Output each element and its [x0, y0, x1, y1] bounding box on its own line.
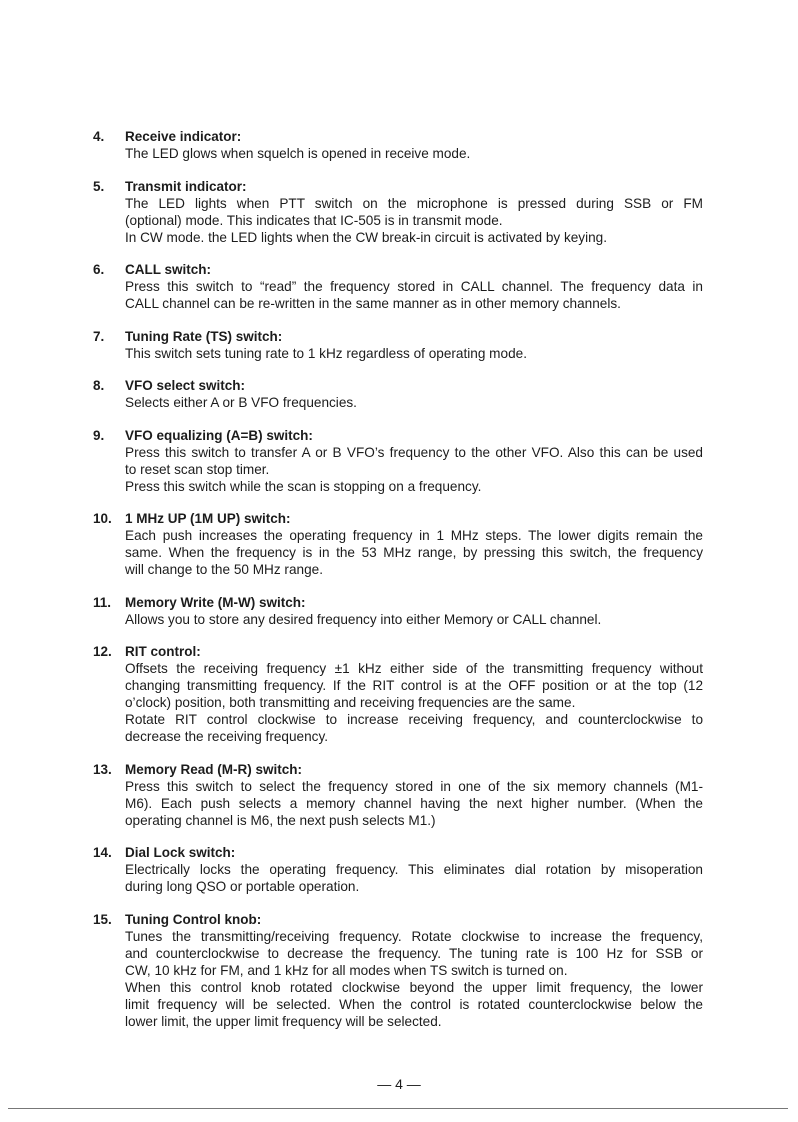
item-number: 14. [93, 845, 112, 860]
item-text-line: same. When the frequency is in the 53 MHz range, by pressing this switch, the frequency [125, 545, 703, 560]
item-text-line: Each push increases the operating frequency in 1 MHz steps. The lower digits remain the [125, 528, 703, 543]
item-title: Transmit indicator: [125, 178, 247, 194]
list-item [93, 377, 703, 411]
item-text-line: limit frequency will be selected. When the control is rotated counterclockwise below the [125, 996, 703, 1012]
item-content [125, 911, 703, 1030]
list-item [93, 594, 703, 628]
item-content [125, 328, 703, 362]
item-text-line: CW, 10 kHz for FM, and 1 kHz for all modes when TS switch is turned on. [125, 962, 568, 978]
item-text-line: Press this switch to select the frequency stored in one of the six memory channels (M1- [125, 778, 703, 794]
item-text-line: In CW mode. the LED lights when the CW break-in circuit is activated by keying. [125, 229, 608, 245]
item-number: 10. [93, 511, 112, 526]
item-number: 9. [93, 427, 105, 443]
item-number: 15. [93, 911, 112, 927]
item-number: 11. [93, 594, 112, 610]
item-text-line: (optional) mode. This indicates that IC-505 is in transmit mode. [125, 212, 503, 228]
list-item [93, 911, 703, 1030]
item-title: Receive indicator: [125, 129, 242, 144]
item-title: Dial Lock switch: [125, 845, 236, 860]
item-text-line: When this control knob rotated clockwise beyond the upper limit frequency, the lower [125, 979, 703, 995]
item-title: Memory Write (M-W) switch: [125, 594, 306, 610]
item-text-line: This switch sets tuning rate to 1 kHz regardless of operating mode. [125, 345, 527, 361]
item-number: 5. [93, 178, 105, 194]
bottom-rule [8, 1108, 788, 1109]
item-content [125, 427, 703, 495]
item-text-line: Press this switch to “read” the frequency stored in CALL channel. The frequency data in [125, 279, 703, 294]
item-number: 4. [93, 129, 105, 144]
item-text-line: during long QSO or portable operation. [125, 879, 360, 894]
item-text-line: o’clock) position, both transmitting and receiving frequencies are the same. [125, 695, 576, 710]
item-text-line: Offsets the receiving frequency ±1 kHz either side of the transmitting frequency without [125, 661, 703, 676]
item-text-line: and counterclockwise to decrease the frequency. The tuning rate is 100 Hz for SSB or [125, 945, 703, 961]
item-text-line: Selects either A or B VFO frequencies. [125, 395, 357, 410]
item-content [125, 178, 703, 246]
item-content [125, 261, 703, 312]
item-number: 8. [93, 378, 105, 393]
list-item [93, 643, 703, 745]
item-text-line: decrease the receiving frequency. [125, 729, 329, 744]
list-item [93, 427, 703, 495]
item-text-line: The LED glows when squelch is opened in receive mode. [125, 146, 471, 161]
item-content [125, 844, 703, 895]
item-content [125, 594, 703, 628]
item-text-line: will change to the 50 MHz range. [125, 562, 323, 577]
item-number: 13. [93, 761, 112, 777]
item-text-line: to reset scan stop timer. [125, 461, 270, 477]
item-text-line: Tunes the transmitting/receiving frequency. Rotate clockwise to increase the frequency, [125, 928, 703, 944]
item-text-line: The LED lights when PTT switch on the microphone is pressed during SSB or FM [125, 195, 703, 211]
item-text-line: Allows you to store any desired frequency into either Memory or CALL channel. [125, 611, 602, 627]
item-text-line: CALL channel can be re-written in the same manner as in other memory channels. [125, 296, 621, 311]
item-text-line: Press this switch to transfer A or B VFO’s frequency to the other VFO. Also this can be used [125, 444, 703, 460]
item-list [93, 128, 703, 1045]
list-item [93, 178, 703, 246]
item-title: Tuning Rate (TS) switch: [125, 328, 283, 344]
item-number: 12. [93, 644, 112, 659]
item-title: 1 MHz UP (1M UP) switch: [125, 511, 291, 526]
item-text-line: operating channel is M6, the next push selects M1.) [125, 812, 436, 828]
list-item [93, 761, 703, 829]
item-text-line: lower limit, the upper limit frequency will be selected. [125, 1013, 442, 1029]
item-text-line: Press this switch while the scan is stopping on a frequency. [125, 478, 482, 494]
item-title: VFO select switch: [125, 378, 246, 393]
item-title: Tuning Control knob: [125, 911, 262, 927]
list-item [93, 128, 703, 162]
item-content [125, 377, 703, 411]
item-number: 6. [93, 262, 105, 277]
item-title: Memory Read (M-R) switch: [125, 761, 303, 777]
item-content [125, 761, 703, 829]
item-title: RIT control: [125, 644, 201, 659]
item-title: CALL switch: [125, 262, 212, 277]
item-text-line: Electrically locks the operating frequency. This eliminates dial rotation by misoperation [125, 862, 703, 877]
item-content [125, 643, 703, 745]
item-text-line: Rotate RIT control clockwise to increase receiving frequency, and counterclockwise to [125, 712, 703, 727]
item-text-line: M6). Each push selects a memory channel having the next higher number. (When the [125, 795, 703, 811]
item-text-line: changing transmitting frequency. If the RIT control is at the OFF position or at the top (12 [125, 678, 703, 693]
page-number: — 4 — [377, 1076, 421, 1092]
item-content [125, 510, 703, 578]
item-number: 7. [93, 328, 105, 344]
list-item [93, 261, 703, 312]
item-title: VFO equalizing (A=B) switch: [125, 427, 313, 443]
list-item [93, 328, 703, 362]
item-content [125, 128, 703, 162]
list-item [93, 844, 703, 895]
list-item [93, 510, 703, 578]
